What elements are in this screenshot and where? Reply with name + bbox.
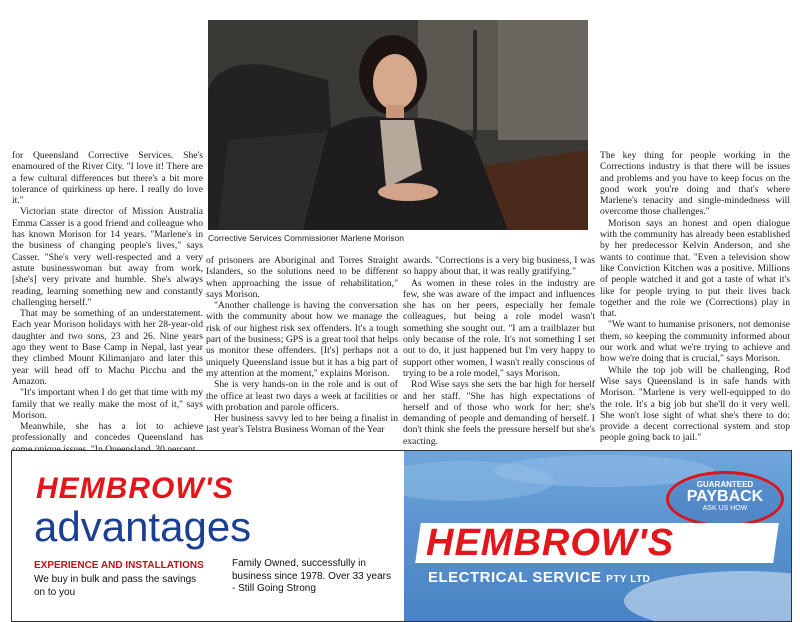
paragraph: Her business savvy led to her being a finalist in last year's Telstra Business Woman of the Year xyxy=(206,413,398,436)
paragraph: She is very hands-on in the role and is out of the office at least two days a week at facilities or with probation and parole officers. xyxy=(206,379,398,413)
badge-sub: ASK US HOW xyxy=(702,505,748,512)
paragraph: Morison says an honest and open dialogue with the community has already been established by her predecessor Kelvin Anderson, and she wants to continue that. "Even a television show like Conviction Kitchen was a positive. Millions of people watched it and got a taste of what it's like for people trying to put their lives back together and the role we (Corrections) play in that. xyxy=(600,217,790,320)
paragraph: The key thing for people working in the Corrections industry is that there will be issues and problems and you have to keep focus on the good work you're doing and that's where Marlene's tenacity and single-mindedness will overcome those challenges." xyxy=(600,150,790,218)
article-column-3 xyxy=(403,255,595,447)
paragraph: "It's important when I do get that time with my family that we really make the most of it," says Morison. xyxy=(12,387,203,421)
ad-subhead: EXPERIENCE AND INSTALLATIONS xyxy=(34,560,204,571)
paragraph: While the top job will be challenging, Rod Wise says Queensland is in safe hands with Morison. "Marlene is very well-equipped to do the role. It's a big job but she'll do it very well. She won't lose sight of what she's there to do: provide a decent correctional system and stop people going back to jail." xyxy=(600,364,790,444)
ad-suffix: PTY LTD xyxy=(606,574,651,585)
photo-caption: Corrective Services Commissioner Marlene Morison xyxy=(208,233,405,243)
advertisement xyxy=(11,450,792,622)
article-column-1 xyxy=(12,150,203,455)
portrait-photo xyxy=(208,20,588,230)
article-column-4 xyxy=(600,150,790,444)
ad-right-panel xyxy=(404,451,791,621)
paragraph: That may be something of an understatement. Each year Morison holidays with her 28-year-old daughter and two sons, 23 and 26. Nine years ago they went to Base Camp in Nepal, last year they climbed Mount Kilimanjaro and later this year will head off to Machu Picchu and the Amazon. xyxy=(12,308,203,387)
ad-brand-right: HEMBROW'S xyxy=(426,522,675,564)
paragraph: for Queensland Corrective Services. She's enamoured of the River City. "I love it! There are a few cultural differences but there's a bit more tolerance of quirkiness up here. I really do love it." xyxy=(12,150,203,207)
paragraph: "Another challenge is having the conversation with the community about how we manage the risk of our highest risk sex offenders. It's a tough part of the business; GPS is a great tool that helps us monitor these offenders. [It's] perhaps not a uniquely Queensland issue but it has a big part of my attention at the moment," explains Morison. xyxy=(206,300,398,379)
ad-service-line xyxy=(428,569,650,586)
ad-brand-left: HEMBROW'S xyxy=(36,472,234,505)
ad-left-panel xyxy=(12,451,404,621)
paragraph: As women in these roles in the industry are few, she was aware of the impact and influences she has on her peers, especially her female colleagues, but being a role model wasn't something she sought out. "I am a trailblazer but only because of the role. It's not something I set out to do, it just happened but I'm very happy to support other women, I wasn't really conscious of trying to be a role model," says Morison. xyxy=(403,277,595,379)
paragraph: Rod Wise says she sets the bar high for herself and her staff. "She has high expectations of herself and of those who work for her; she's demanding of people and demanding of herself. I don't think she feels the pressure herself but she's exacting. xyxy=(403,379,595,447)
portrait-illustration xyxy=(208,20,588,230)
paragraph: awards. "Corrections is a very big business, I was so happy about that, it was really gratifying." xyxy=(403,255,595,278)
paragraph: "We want to humanise prisoners, not demonise them, so keeping the community informed about our work and what we're trying to achieve and how we're doing that is crucial," says Morison. xyxy=(600,319,790,365)
paragraph: of prisoners are Aboriginal and Torres Straight Islanders, so the solutions need to be different when approaching the issue of rehabilitation," says Morison. xyxy=(206,255,398,300)
ad-line-2: on to you xyxy=(34,587,76,598)
ad-headline: advantages xyxy=(34,503,252,550)
ad-line-1: We buy in bulk and pass the savings xyxy=(34,574,197,585)
badge-top: GUARANTEED xyxy=(696,480,754,489)
paragraph: Victorian state director of Mission Australia Emma Casser is a good friend and colleague who has known Morison for 14 years. "Marlene's in the business of changing people's lives," says Casser. "She's very well-respected and a very astute businesswoman but away from work, [she's] very private and humble. She's always reading, learning something new and constantly challenging herself." xyxy=(12,206,203,308)
payback-badge xyxy=(666,471,784,527)
paragraph: Meanwhile, she has a lot to achieve professionally and concedes Queensland has xyxy=(12,421,203,444)
ad-service: ELECTRICAL SERVICE xyxy=(428,569,602,586)
badge-main: PAYBACK xyxy=(686,488,764,505)
ad-family-owned: Family Owned, successfully in business since 1978. Over 33 years - Still Going Strong xyxy=(232,558,391,594)
article-column-2 xyxy=(206,255,398,436)
